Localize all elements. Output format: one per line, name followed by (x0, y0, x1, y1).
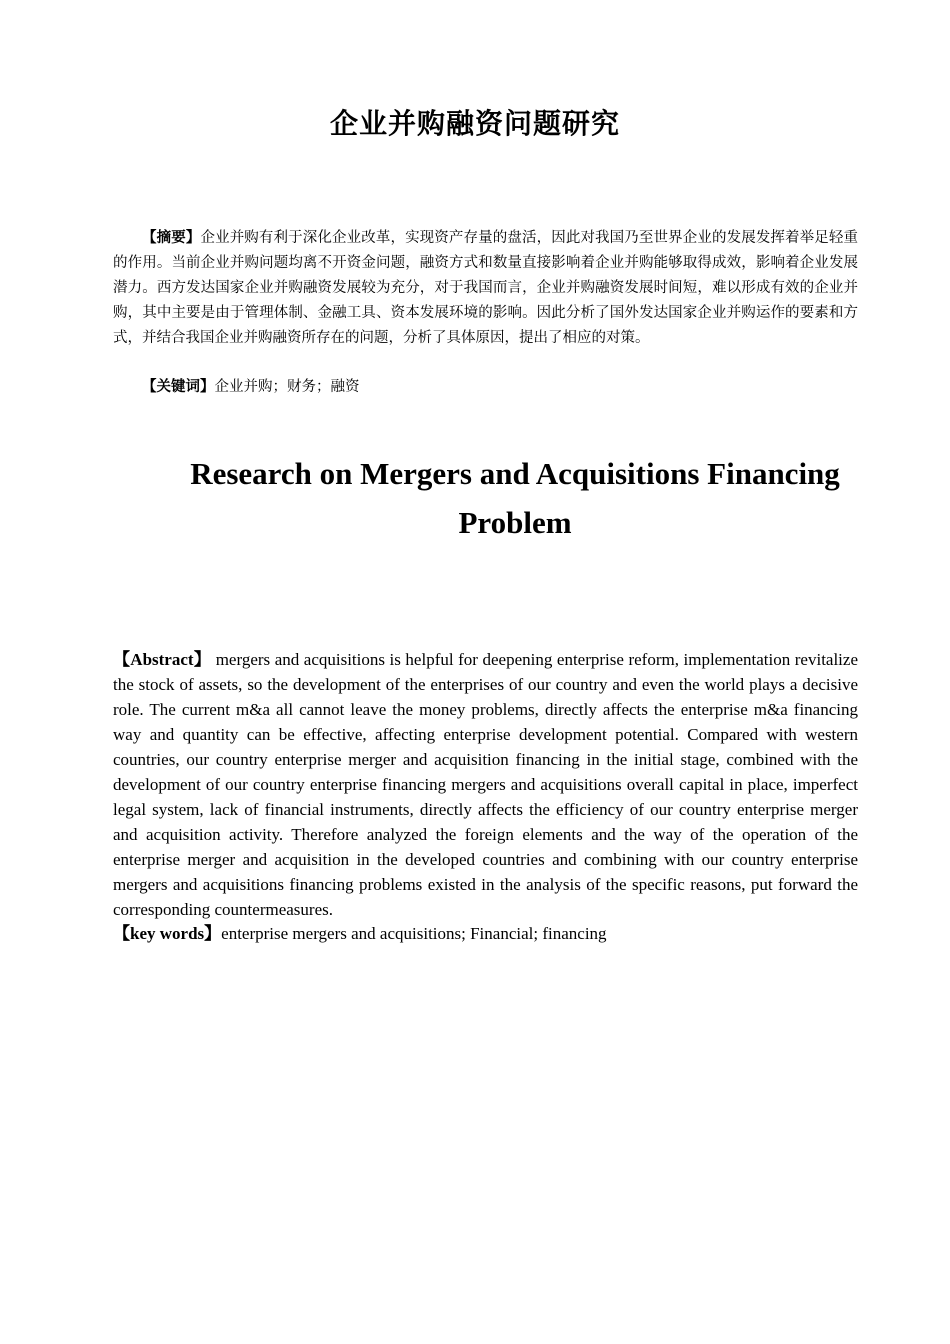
chinese-keywords (113, 374, 858, 400)
chinese-title: 企业并购融资问题研究 (329, 107, 620, 140)
chinese-keywords-body: 企业并购；财务；融资 (214, 379, 360, 395)
chinese-abstract-label: 【摘要】 (142, 229, 201, 246)
chinese-keywords-label: 【关键词】 (142, 378, 215, 395)
english-abstract-label: 【Abstract】 (113, 650, 212, 669)
english-title: Research on Mergers and Acquisitions Financing Problem (190, 456, 840, 540)
english-abstract (113, 647, 858, 922)
chinese-abstract (113, 225, 858, 351)
english-abstract-body: mergers and acquisitions is helpful for deepening enterprise reform, implementation revitalize the stock of assets, so the development of the enterprises of our country and even the world plays a decisive role. The current m&a all cannot leave the money problems, directly affects the enterprise m&a financing way and quantity can be effective, affecting enterprise development potential. Compared with western countries, our country enterprise merger and acquisition financing in the initial stage, combined with the development of our country enterprise financing mergers and acquisitions overall capital in place, imperfect legal system, lack of financial instruments, directly affects the efficiency of our country enterprise merger and acquisition activity. Therefore analyzed the foreign elements and the way of the operation of the enterprise merger and acquisition in the developed countries and combining with our country enterprise mergers and acquisitions financing problems existed in the analysis of the specific reasons, put forward the corresponding countermeasures. (113, 650, 858, 919)
english-keywords (113, 921, 858, 946)
chinese-abstract-body: 企业并购有利于深化企业改革，实现资产存量的盘活，因此对我国乃至世界企业的发展发挥着举足轻重的作用。当前企业并购问题均离不开资金问题，融资方式和数量直接影响着企业并购能够取得成效，影响着企业发展潜力。西方发达国家企业并购融资发展较为充分，对于我国而言，企业并购融资发展时间短，难以形成有效的企业并购，其中主要是由于管理体制、金融工具、资本发展环境的影响。因此分析了国外发达国家企业并购运作的要素和方式，并结合我国企业并购融资所存在的问题，分析了具体原因，提出了相应的对策。 (113, 230, 859, 346)
english-keywords-label: 【key words】 (113, 924, 222, 943)
english-keywords-body: enterprise mergers and acquisitions; Financial; financing (221, 924, 607, 943)
